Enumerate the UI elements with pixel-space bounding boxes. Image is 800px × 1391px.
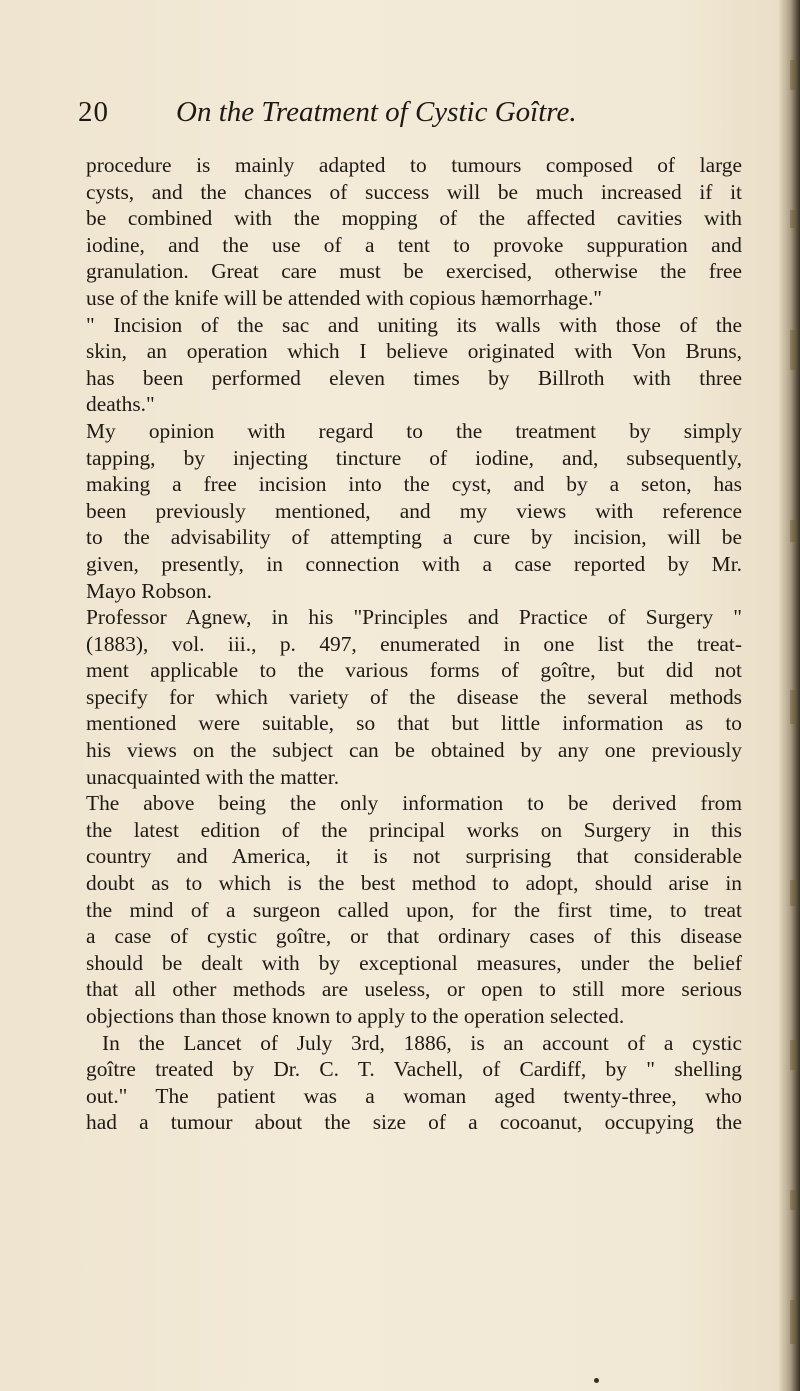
text-line: making a free incision into the cyst, and by a seton, has (86, 472, 742, 497)
page-header (78, 96, 718, 136)
edge-speck (790, 210, 796, 228)
edge-speck (790, 1300, 796, 1344)
text-line: Mayo Robson. (86, 578, 212, 603)
text-line: the latest edition of the principal works on Surgery in this (86, 817, 742, 842)
ink-speck (594, 1378, 599, 1383)
text-line: country and America, it is not surprising that considerable (86, 844, 742, 869)
text-line: a case of cystic goître, or that ordinary cases of this disease (86, 924, 742, 949)
text-line: use of the knife will be attended with copious hæmorrhage." (86, 285, 603, 310)
edge-speck (790, 330, 796, 370)
page-edge-shadow (778, 0, 800, 1391)
text-line: " Incision of the sac and uniting its walls with those of the (86, 312, 742, 337)
edge-speck (790, 690, 796, 724)
text-line: given, presently, in connection with a case reported by Mr. (86, 551, 742, 576)
text-line: (1883), vol. iii., p. 497, enumerated in one list the treat- (86, 631, 742, 656)
text-line: procedure is mainly adapted to tumours composed of large (86, 153, 742, 177)
text-line: had a tumour about the size of a cocoanut, occupying the (86, 1110, 742, 1135)
text-line: skin, an operation which I believe originated with Von Bruns, (86, 339, 742, 364)
text-line: specify for which variety of the disease the several methods (86, 684, 742, 709)
text-line: should be dealt with by exceptional measures, under the belief (86, 950, 742, 975)
text-line: out." The patient was a woman aged twenty-three, who (86, 1083, 742, 1108)
edge-speck (790, 880, 796, 906)
text-line: The above being the only information to be derived from (86, 791, 742, 816)
edge-speck (790, 60, 796, 90)
edge-speck (790, 520, 796, 542)
text-line: deaths." (86, 392, 155, 417)
text-line: goître treated by Dr. C. T. Vachell, of Cardiff, by " shelling (86, 1057, 742, 1082)
text-line: unacquainted with the matter. (86, 764, 340, 789)
text-line: the mind of a surgeon called upon, for the first time, to treat (86, 897, 742, 922)
text-line: that all other methods are useless, or open to still more serious (86, 977, 742, 1002)
text-line: tapping, by injecting tincture of iodine, and, subsequently, (86, 445, 742, 470)
text-line: Professor Agnew, in his "Principles and Practice of Surgery " (86, 605, 742, 630)
edge-speck (790, 1040, 796, 1070)
text-line: be combined with the mopping of the affected cavities with (86, 206, 742, 231)
running-title: On the Treatment of Cystic Goître. (176, 96, 577, 128)
text-line: to the advisability of attempting a cure by incision, will be (86, 525, 742, 550)
text-line: cysts, and the chances of success will be much increased if it (86, 179, 742, 204)
edge-speck (790, 1190, 796, 1210)
text-line: In the Lancet of July 3rd, 1886, is an account of a cystic (102, 1030, 742, 1055)
text-line: granulation. Great care must be exercised, otherwise the free (86, 259, 742, 284)
text-line: been previously mentioned, and my views with reference (86, 498, 742, 523)
page-number: 20 (78, 96, 109, 128)
body-text (86, 152, 742, 1136)
text-line: iodine, and the use of a tent to provoke suppuration and (86, 232, 742, 257)
text-line: ment applicable to the various forms of goître, but did not (86, 658, 742, 683)
text-line: has been performed eleven times by Billroth with three (86, 365, 742, 390)
text-line: mentioned were suitable, so that but little information as to (86, 711, 742, 736)
text-line: objections than those known to apply to the operation selected. (86, 1004, 625, 1028)
text-line: doubt as to which is the best method to adopt, should arise in (86, 871, 742, 896)
text-line: My opinion with regard to the treatment by simply (86, 418, 742, 443)
text-line: his views on the subject can be obtained by any one previously (86, 738, 742, 763)
